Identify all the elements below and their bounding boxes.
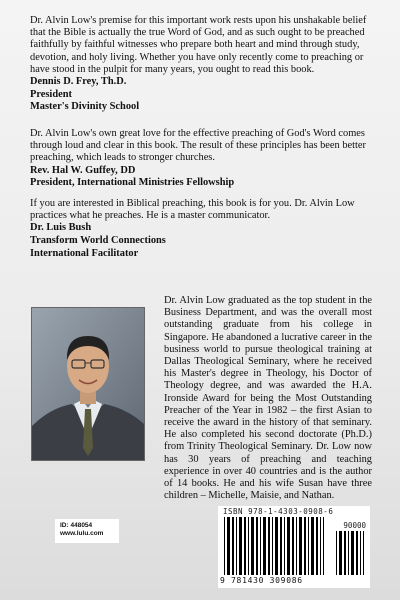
endorsement-text: Dr. Alvin Low's premise for this important work rests upon his unshakable belief that the Bible is actually the true Word of God, and as such ought to be preached faithfully by faithful witnesses who prepare both heart and mind through study, devotion, and holy living. Whether you have only recently come to preaching or have stood in the pulpit for many years, you ought to read this book. bbox=[30, 15, 367, 75]
endorsement-author-org: Master's Divinity School bbox=[30, 101, 140, 113]
author-bio-text: Dr. Alvin Low graduated as the top student in the Business Department, and was the overall most outstanding graduate from his college in Singapore. He abandoned a lucrative career in the business world to pursue theological training at Dallas Theological Seminary, where he received his Master's degree in Theology, his Doctor of Theology degree, and was awarded the H.A. Ironside Award for being the Most Outstanding Preacher of the Year in 1982 – the first Asian to receive the award in the history of that seminary. He also completed his second doctorate (Ph.D.) from Trinity Theological Seminary. Dr. Low now has 30 years of preaching and teaching experience in over 40 countries and is the author of 14 books. He and his wife Susan have three children – Michelle, Maisie, and Nathan. bbox=[164, 295, 372, 502]
barcode-bar bbox=[268, 517, 270, 575]
isbn-label: ISBN 978-1-4303-0908-6 bbox=[223, 507, 334, 516]
ean-digits: 9 781430 309086 bbox=[220, 576, 303, 585]
barcode-bar bbox=[280, 517, 282, 575]
barcode-bar bbox=[336, 531, 337, 575]
barcode-bar bbox=[284, 517, 285, 575]
barcode-bar bbox=[351, 531, 354, 575]
barcode-bar bbox=[236, 517, 237, 575]
author-bio bbox=[164, 295, 372, 502]
endorsement-text: Dr. Alvin Low's own great love for the effective preaching of God's Word comes through loud and clear in this book. The result of these principles has been better preaching, which leads to stronger churches. bbox=[30, 128, 366, 164]
barcode-bar bbox=[251, 517, 254, 575]
barcode-bar bbox=[363, 531, 364, 575]
endorsement-text: If you are interested in Biblical preaching, this book is for you. Dr. Alvin Low practices what he preaches. He is a master communicator. bbox=[30, 198, 355, 222]
barcode-bar bbox=[244, 517, 246, 575]
barcode-bar bbox=[287, 517, 290, 575]
barcode-bar bbox=[311, 517, 314, 575]
barcode-bar bbox=[248, 517, 249, 575]
barcode-bar bbox=[232, 517, 234, 575]
barcode-bar bbox=[344, 531, 346, 575]
publisher-site: www.lulu.com bbox=[60, 530, 104, 537]
barcode-bar bbox=[227, 517, 230, 575]
barcode-bar bbox=[316, 517, 318, 575]
author-photo bbox=[31, 307, 145, 461]
barcode-bar bbox=[296, 517, 297, 575]
barcode-bar bbox=[323, 517, 324, 575]
barcode-bar bbox=[360, 531, 361, 575]
endorsement-1 bbox=[30, 15, 375, 114]
publisher-id: ID: 448054 bbox=[60, 522, 93, 529]
endorsement-author-title: President, International Ministries Fellowship bbox=[30, 177, 235, 189]
barcode-bar bbox=[275, 517, 278, 575]
endorsement-2 bbox=[30, 128, 375, 190]
barcode-bar bbox=[292, 517, 294, 575]
barcode-bar bbox=[263, 517, 266, 575]
author-portrait-icon bbox=[32, 308, 144, 460]
barcode-bar bbox=[260, 517, 261, 575]
barcode-bar bbox=[356, 531, 358, 575]
isbn-barcode bbox=[218, 506, 370, 588]
barcode-bar bbox=[272, 517, 273, 575]
endorsement-author-title: President bbox=[30, 88, 72, 100]
barcode-bar bbox=[256, 517, 258, 575]
barcode-bar bbox=[224, 517, 225, 575]
barcode-bar bbox=[348, 531, 349, 575]
barcode-bar bbox=[339, 531, 342, 575]
endorsement-author: Dennis D. Frey, Th.D. bbox=[30, 76, 127, 88]
barcode-bars-icon bbox=[224, 517, 324, 575]
barcode-bar bbox=[299, 517, 302, 575]
barcode-bar bbox=[239, 517, 242, 575]
barcode-bar bbox=[320, 517, 321, 575]
endorsement-author-org: Transform World Connections bbox=[30, 235, 166, 246]
endorsement-author: Dr. Luis Bush bbox=[30, 222, 92, 234]
endorsement-author-title: International Facilitator bbox=[30, 247, 139, 259]
price-code: 90000 bbox=[343, 521, 366, 530]
endorsement-3 bbox=[30, 198, 375, 260]
endorsement-author: Rev. Hal W. Guffey, DD bbox=[30, 164, 136, 176]
barcode-bar bbox=[304, 517, 306, 575]
price-barcode-bars-icon bbox=[336, 531, 364, 575]
publisher-id-box bbox=[55, 519, 119, 543]
barcode-bar bbox=[308, 517, 309, 575]
